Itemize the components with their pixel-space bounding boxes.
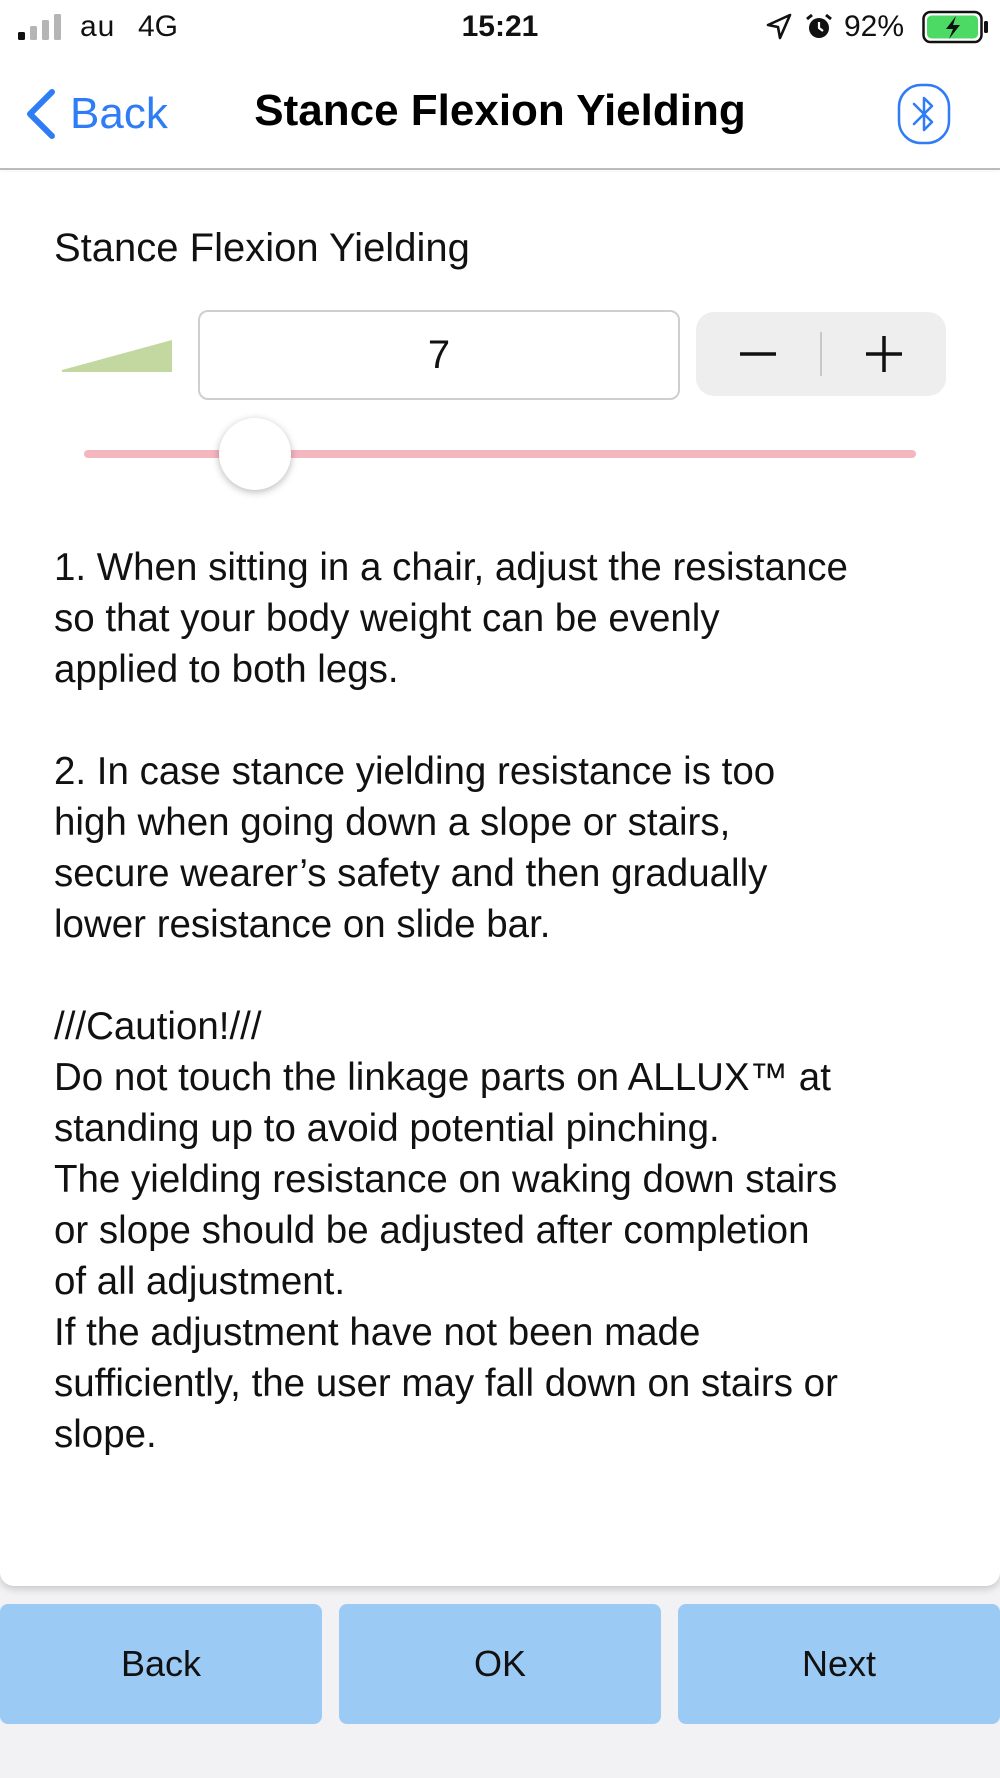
instruction-line: standing up to avoid potential pinching.: [54, 1107, 720, 1150]
instruction-line: lower resistance on slide bar.: [54, 903, 551, 946]
instruction-line: Do not touch the linkage parts on ALLUX™ at: [54, 1056, 831, 1099]
ok-button[interactable]: OK: [339, 1604, 661, 1724]
slider-track: [84, 450, 916, 458]
instruction-line: If the adjustment have not been made: [54, 1311, 701, 1354]
status-bar: [0, 0, 1000, 56]
carrier-name: au: [80, 10, 116, 43]
next-button[interactable]: Next: [678, 1604, 1000, 1724]
plus-icon: [864, 334, 904, 374]
instruction-line: slope.: [54, 1413, 157, 1456]
settings-card: [0, 172, 1000, 1586]
resistance-level-icon: [62, 336, 176, 374]
battery-charging-icon: [922, 10, 990, 44]
instruction-line: so that your body weight can be evenly: [54, 597, 720, 640]
decrement-button[interactable]: [696, 312, 820, 396]
nav-back-label: Back: [70, 89, 168, 138]
status-time: 15:21: [461, 10, 539, 43]
slider-thumb[interactable]: [219, 418, 291, 490]
instruction-line: or slope should be adjusted after completion: [54, 1209, 810, 1252]
location-icon: [764, 12, 794, 42]
instruction-paragraph-1: [54, 542, 954, 695]
increment-button[interactable]: [822, 312, 946, 396]
bluetooth-icon[interactable]: [896, 82, 952, 146]
minus-icon: [738, 334, 778, 374]
instruction-line: ///Caution!///: [54, 1005, 262, 1048]
instruction-line: secure wearer’s safety and then gradually: [54, 852, 768, 895]
instruction-line: high when going down a slope or stairs,: [54, 801, 731, 844]
alarm-icon: [804, 12, 834, 42]
instruction-line: 2. In case stance yielding resistance is too: [54, 750, 776, 793]
battery-percent: 92%: [844, 10, 905, 43]
navigation-bar: [0, 56, 1000, 170]
setting-value-field[interactable]: 7: [198, 310, 680, 400]
back-button[interactable]: Back: [0, 1604, 322, 1724]
resistance-slider[interactable]: [84, 418, 916, 490]
instruction-line: of all adjustment.: [54, 1260, 346, 1303]
page-title: Stance Flexion Yielding: [254, 86, 746, 135]
instruction-line: sufficiently, the user may fall down on stairs or: [54, 1362, 838, 1405]
instruction-line: The yielding resistance on waking down stairs: [54, 1158, 838, 1201]
instruction-line: applied to both legs.: [54, 648, 399, 691]
caution-text: [54, 1001, 954, 1460]
value-stepper: [696, 312, 946, 396]
network-type: 4G: [138, 10, 179, 43]
setting-label: Stance Flexion Yielding: [54, 226, 470, 270]
instruction-line: 1. When sitting in a chair, adjust the resistance: [54, 546, 848, 589]
instructions-text: [54, 542, 954, 1460]
instruction-paragraph-2: [54, 746, 954, 950]
